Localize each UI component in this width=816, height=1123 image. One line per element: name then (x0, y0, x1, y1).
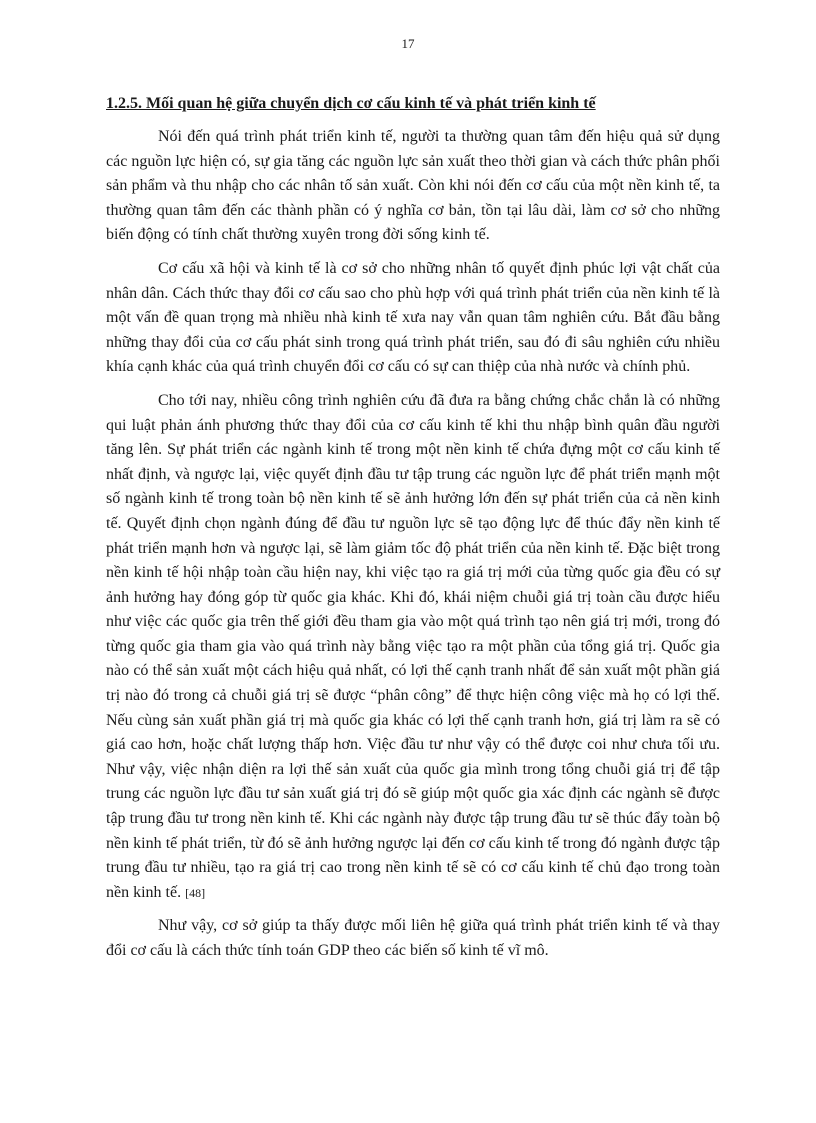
document-body (106, 92, 720, 973)
paragraph-2: Cơ cấu xã hội và kinh tế là cơ sở cho những nhân tố quyết định phúc lợi vật chất của nhân dân. Cách thức thay đổi cơ cấu sao cho phù hợp với quá trình phát triển của nền kinh tế là một vấn đề quan trọng mà nhiều nhà kinh tế xưa nay vẫn quan tâm nghiên cứu. Bắt đầu bằng những thay đổi của cơ cấu phát sinh trong quá trình phát triển, sau đó đi sâu nghiên cứu nhiều khía cạnh khác của quá trình chuyển đổi cơ cấu có sự can thiệp của nhà nước và chính phủ. (106, 259, 720, 376)
page-number: 17 (401, 36, 415, 51)
section-heading: 1.2.5. Mối quan hệ giữa chuyển dịch cơ cấu kinh tế và phát triển kinh tế (106, 95, 596, 112)
paragraph-3-text: Cho tới nay, nhiều công trình nghiên cứu đã đưa ra bằng chứng chắc chắn là có những qui luật phản ánh phương thức thay đổi của cơ cấu kinh tế khi thu nhập bình quân đầu người tăng lên. Sự phát triển các ngành kinh tế trong một nền kinh tế chứa đựng một cơ cấu kinh tế nhất định, và ngược lại, việc quyết định đầu tư tập trung các nguồn lực để phát triển mạnh một số ngành kinh tế trong toàn bộ nền kinh tế sẽ ảnh hưởng lớn đến sự phát triển của cả nền kinh tế. Quyết định chọn ngành đúng để đầu tư nguồn lực sẽ tạo động lực để thúc đẩy nền kinh tế phát triển mạnh hơn và ngược lại, sẽ làm giảm tốc độ phát triển của nền kinh tế. Đặc biệt trong nền kinh tế hội nhập toàn cầu hiện nay, khi việc tạo ra giá trị mới của từng quốc gia đều có sự ảnh hưởng hay đóng góp từ quốc gia khác. Khi đó, khái niệm chuỗi giá trị toàn cầu được hiểu như việc các quốc gia trên thế giới đều tham gia vào một quá trình tạo nên giá trị mới, trong đó từng quốc gia tham gia vào quá trình này bằng việc tạo ra một phần của tổng giá trị. Quốc gia nào có thể sản xuất một cách hiệu quả nhất, có lợi thế cạnh tranh nhất để sản xuất một phần giá trị nào đó trong cả chuỗi giá trị sẽ được “phân công” để thực hiện công việc mà họ có lợi thế. Nếu cùng sản xuất phần giá trị mà quốc gia khác có lợi thế cạnh tranh hơn, giá trị làm ra sẽ có giá cao hơn, hoặc chất lượng thấp hơn. Việc đầu tư như vậy có thể được coi như chưa tối ưu. Như vậy, việc nhận diện ra lợi thế sản xuất của quốc gia mình trong tổng chuỗi giá trị để tập trung các nguồn lực đầu tư sản xuất giá trị đó sẽ giúp một quốc gia xác định các ngành sẽ được tập trung đầu tư trong nền kinh tế. Khi các ngành này được tập trung đầu tư sẽ thúc đẩy toàn bộ nền kinh tế phát triển, từ đó sẽ ảnh hưởng ngược lại đến cơ cấu kinh tế trong đó ngành được tập trung đầu tư nhiều, tạo ra giá trị cao trong nền kinh tế sẽ có cơ cấu kinh tế chủ đạo trong toàn nền kinh tế. (106, 391, 720, 901)
paragraph-3 (106, 389, 720, 905)
paragraph-1: Nói đến quá trình phát triển kinh tế, người ta thường quan tâm đến hiệu quả sử dụng các nguồn lực hiện có, sự gia tăng các nguồn lực sản xuất theo thời gian và cách thức phân phối sản phẩm và thu nhập cho các nhân tố sản xuất. Còn khi nói đến cơ cấu của một nền kinh tế, ta thường quan tâm đến các thành phần có ý nghĩa cơ bản, tồn tại lâu dài, làm cơ sở cho những biến động có tính chất thường xuyên trong đời sống kinh tế. (106, 128, 720, 244)
citation-reference: [48] (185, 885, 206, 900)
paragraph-4: Như vậy, cơ sở giúp ta thấy được mối liên hệ giữa quá trình phát triển kinh tế và thay đổi cơ cấu là cách thức tính toán GDP theo các biến số kinh tế vĩ mô. (106, 917, 720, 959)
